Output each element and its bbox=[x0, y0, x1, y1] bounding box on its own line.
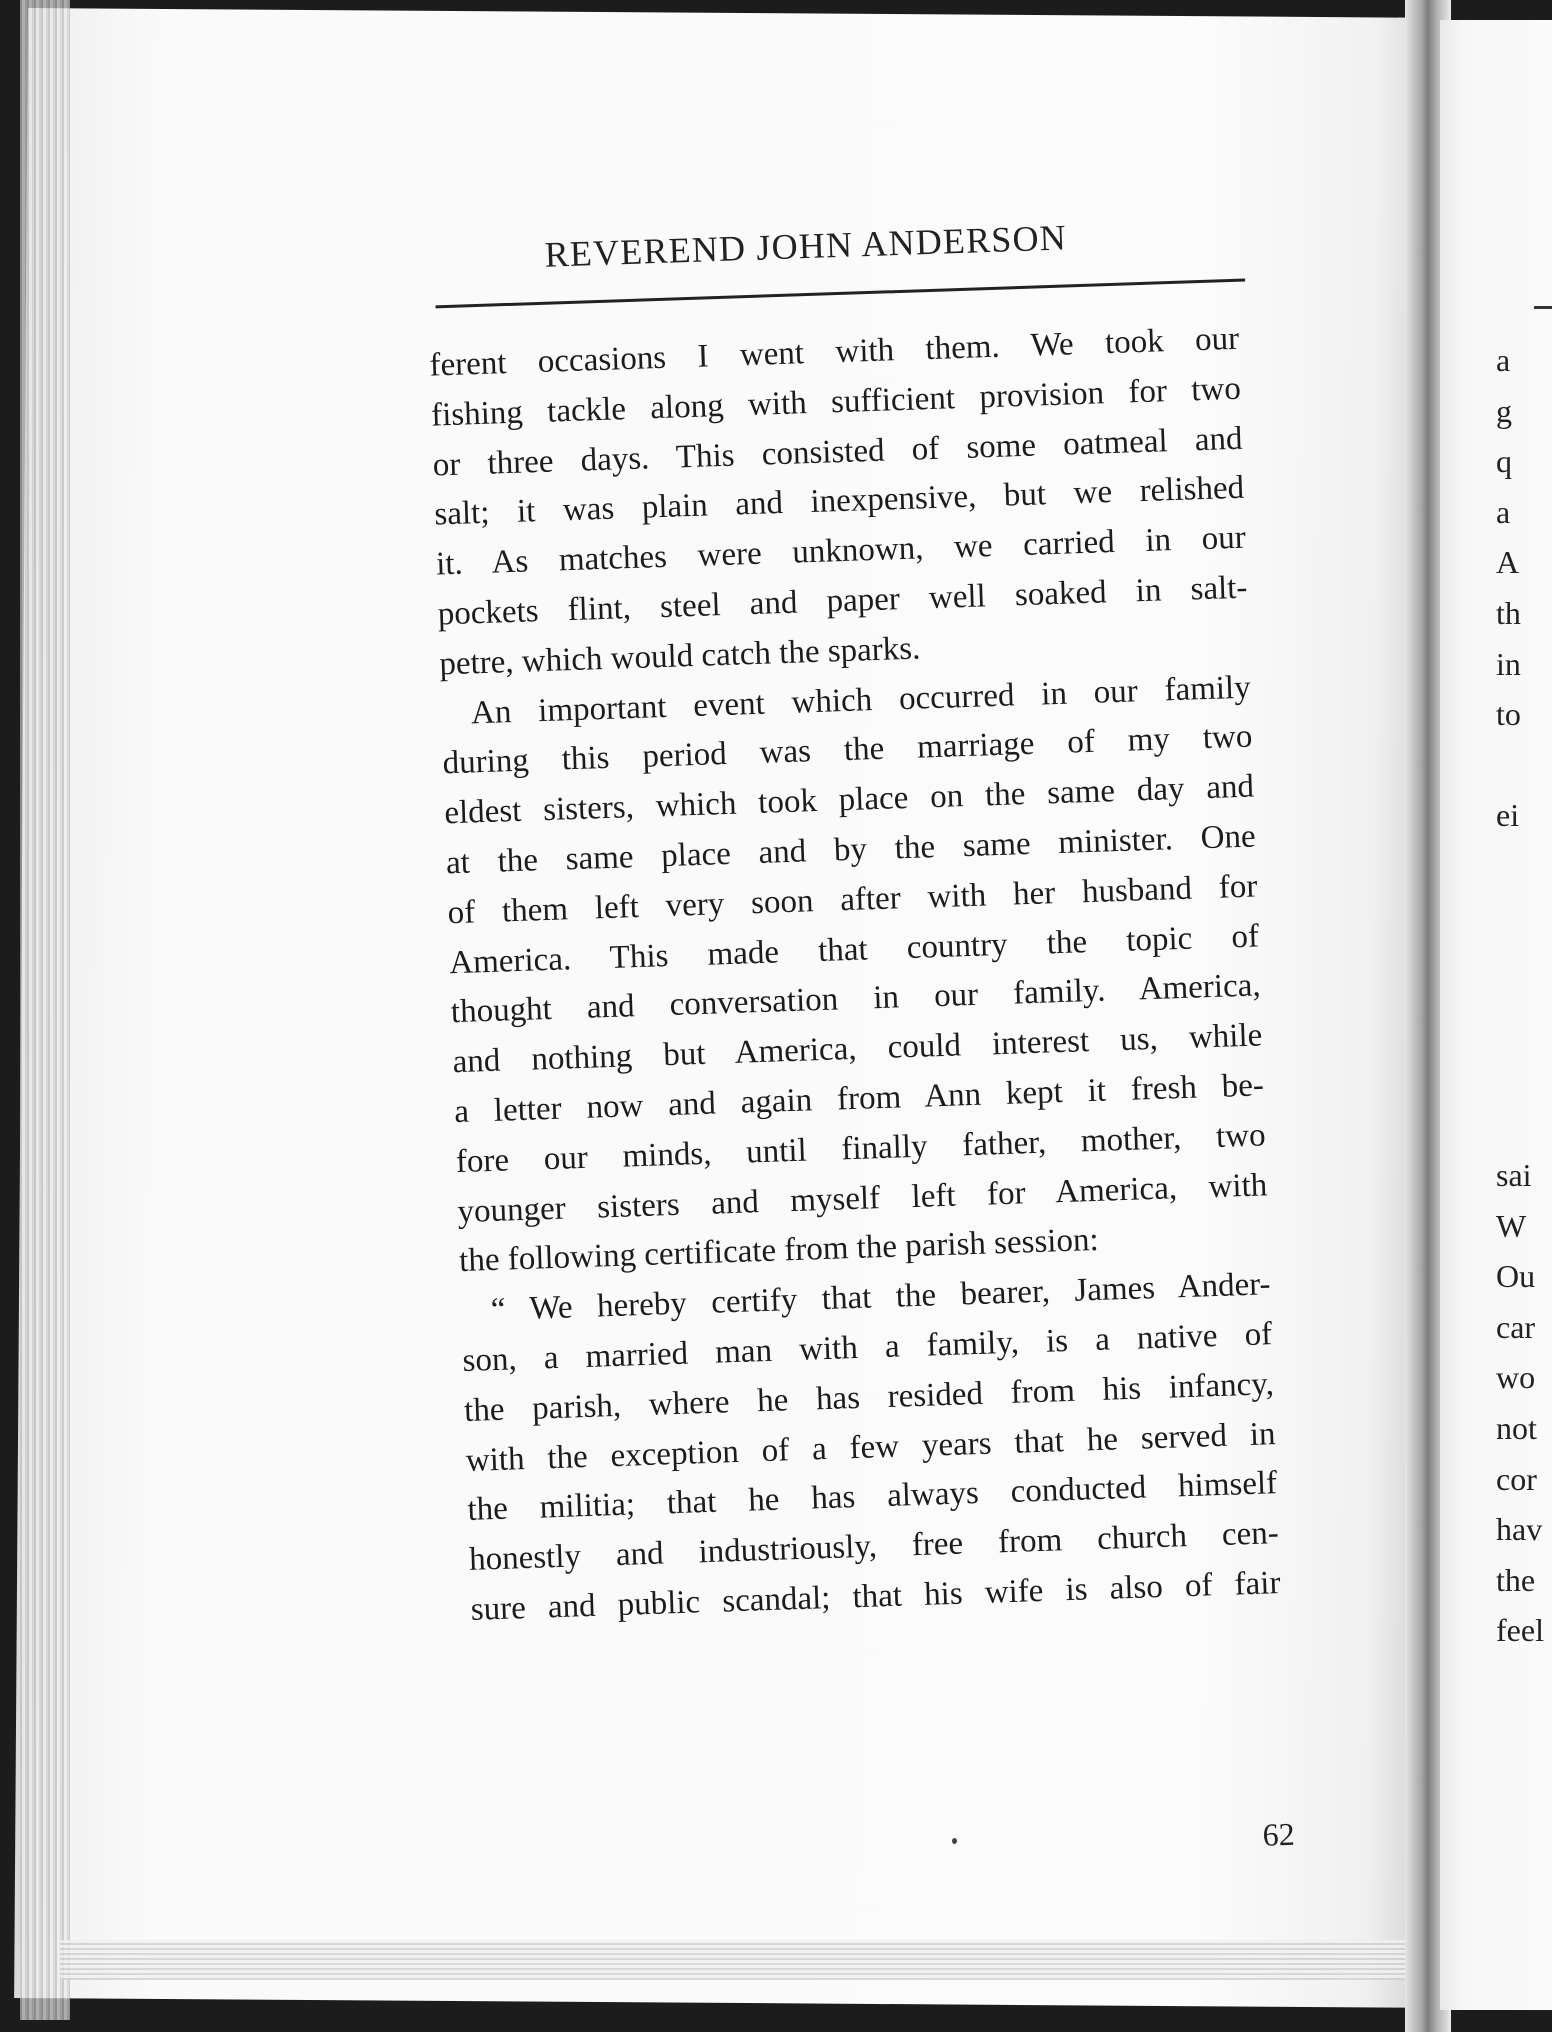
facing-line: a bbox=[1496, 493, 1511, 530]
facing-page-text-upper bbox=[1496, 335, 1552, 841]
text-line: sure and public scandal; that his wife is also of fair bbox=[470, 1564, 1281, 1628]
bottom-page-edges bbox=[60, 1940, 1420, 1980]
facing-line: feel bbox=[1496, 1612, 1544, 1649]
facing-line: a bbox=[1496, 342, 1511, 378]
text-line: An important event which occurred in our family bbox=[470, 669, 1252, 731]
text-line: eldest sisters, which took place on the same day and bbox=[443, 768, 1255, 832]
facing-line: sai bbox=[1496, 1157, 1532, 1193]
text-line: petre, which would catch the sparks. bbox=[438, 630, 921, 683]
facing-line: th bbox=[1496, 594, 1521, 631]
facing-line: A bbox=[1496, 544, 1520, 581]
text-line: a letter now and again from Ann kept it fresh be- bbox=[453, 1067, 1265, 1131]
facing-page-text-lower bbox=[1496, 1150, 1552, 1656]
text-line: pockets flint, steel and paper well soaked in salt- bbox=[437, 569, 1248, 633]
facing-line: hav bbox=[1496, 1511, 1543, 1548]
text-line: or three days. This consisted of some oatmeal and bbox=[432, 420, 1243, 484]
text-line: with the exception of a few years that he served in bbox=[465, 1415, 1276, 1479]
text-line: America. This made that country the topic of bbox=[448, 917, 1260, 981]
page-edges bbox=[20, 0, 70, 2020]
text-line: ferent occasions I went with them. We took our bbox=[428, 320, 1240, 384]
text-line: younger sisters and myself left for America, with bbox=[456, 1166, 1268, 1230]
facing-line: in bbox=[1496, 645, 1521, 682]
facing-page-head-rule bbox=[1534, 306, 1552, 309]
paragraph-1 bbox=[429, 315, 1250, 690]
facing-line: q bbox=[1496, 443, 1512, 480]
facing-line: Ou bbox=[1496, 1258, 1536, 1295]
body-text bbox=[429, 315, 1281, 1636]
facing-line bbox=[1496, 740, 1552, 791]
facing-line: to bbox=[1496, 696, 1521, 733]
facing-line: wo bbox=[1496, 1359, 1536, 1396]
facing-line: W bbox=[1496, 1207, 1527, 1244]
text-line: the militia; that he has always conducted himself bbox=[466, 1465, 1278, 1529]
text-line: honestly and industriously, free from church cen- bbox=[468, 1515, 1280, 1579]
text-line: of them left very soon after with her husband for bbox=[447, 868, 1258, 932]
text-line: at the same place and by the same minister. One bbox=[445, 818, 1257, 882]
text-line: and nothing but America, could interest us, while bbox=[452, 1017, 1263, 1081]
facing-line: g bbox=[1496, 392, 1512, 429]
paragraph-2 bbox=[440, 663, 1269, 1287]
text-line: fishing tackle along with sufficient provision for two bbox=[430, 370, 1242, 434]
text-line: during this period was the marriage of my two bbox=[442, 718, 1253, 782]
paragraph-3 bbox=[460, 1260, 1281, 1635]
text-line: “ We hereby certify that the bearer, James Ander- bbox=[490, 1266, 1272, 1329]
text-line: it. As matches were unknown, we carried in our bbox=[435, 519, 1247, 583]
text-line: the following certificate from the parish session: bbox=[458, 1222, 1100, 1280]
facing-line: car bbox=[1496, 1308, 1536, 1345]
facing-line: cor bbox=[1496, 1460, 1537, 1497]
text-line: the parish, where he has resided from his infancy, bbox=[463, 1365, 1275, 1429]
text-line: thought and conversation in our family. America, bbox=[450, 967, 1262, 1031]
paper-speck bbox=[952, 1838, 957, 1844]
text-line: salt; it was plain and inexpensive, but we relished bbox=[433, 470, 1245, 533]
text-line: fore our minds, until finally father, mother, two bbox=[455, 1117, 1267, 1180]
right-page bbox=[1440, 20, 1552, 2010]
facing-line: the bbox=[1496, 1561, 1536, 1598]
text-line: son, a married man with a family, is a native of bbox=[461, 1316, 1273, 1379]
facing-line: not bbox=[1496, 1409, 1537, 1446]
running-head: REVEREND JOHN ANDERSON bbox=[544, 217, 1068, 275]
facing-line: ei bbox=[1496, 797, 1520, 834]
page-number: 62 bbox=[1262, 1815, 1296, 1853]
